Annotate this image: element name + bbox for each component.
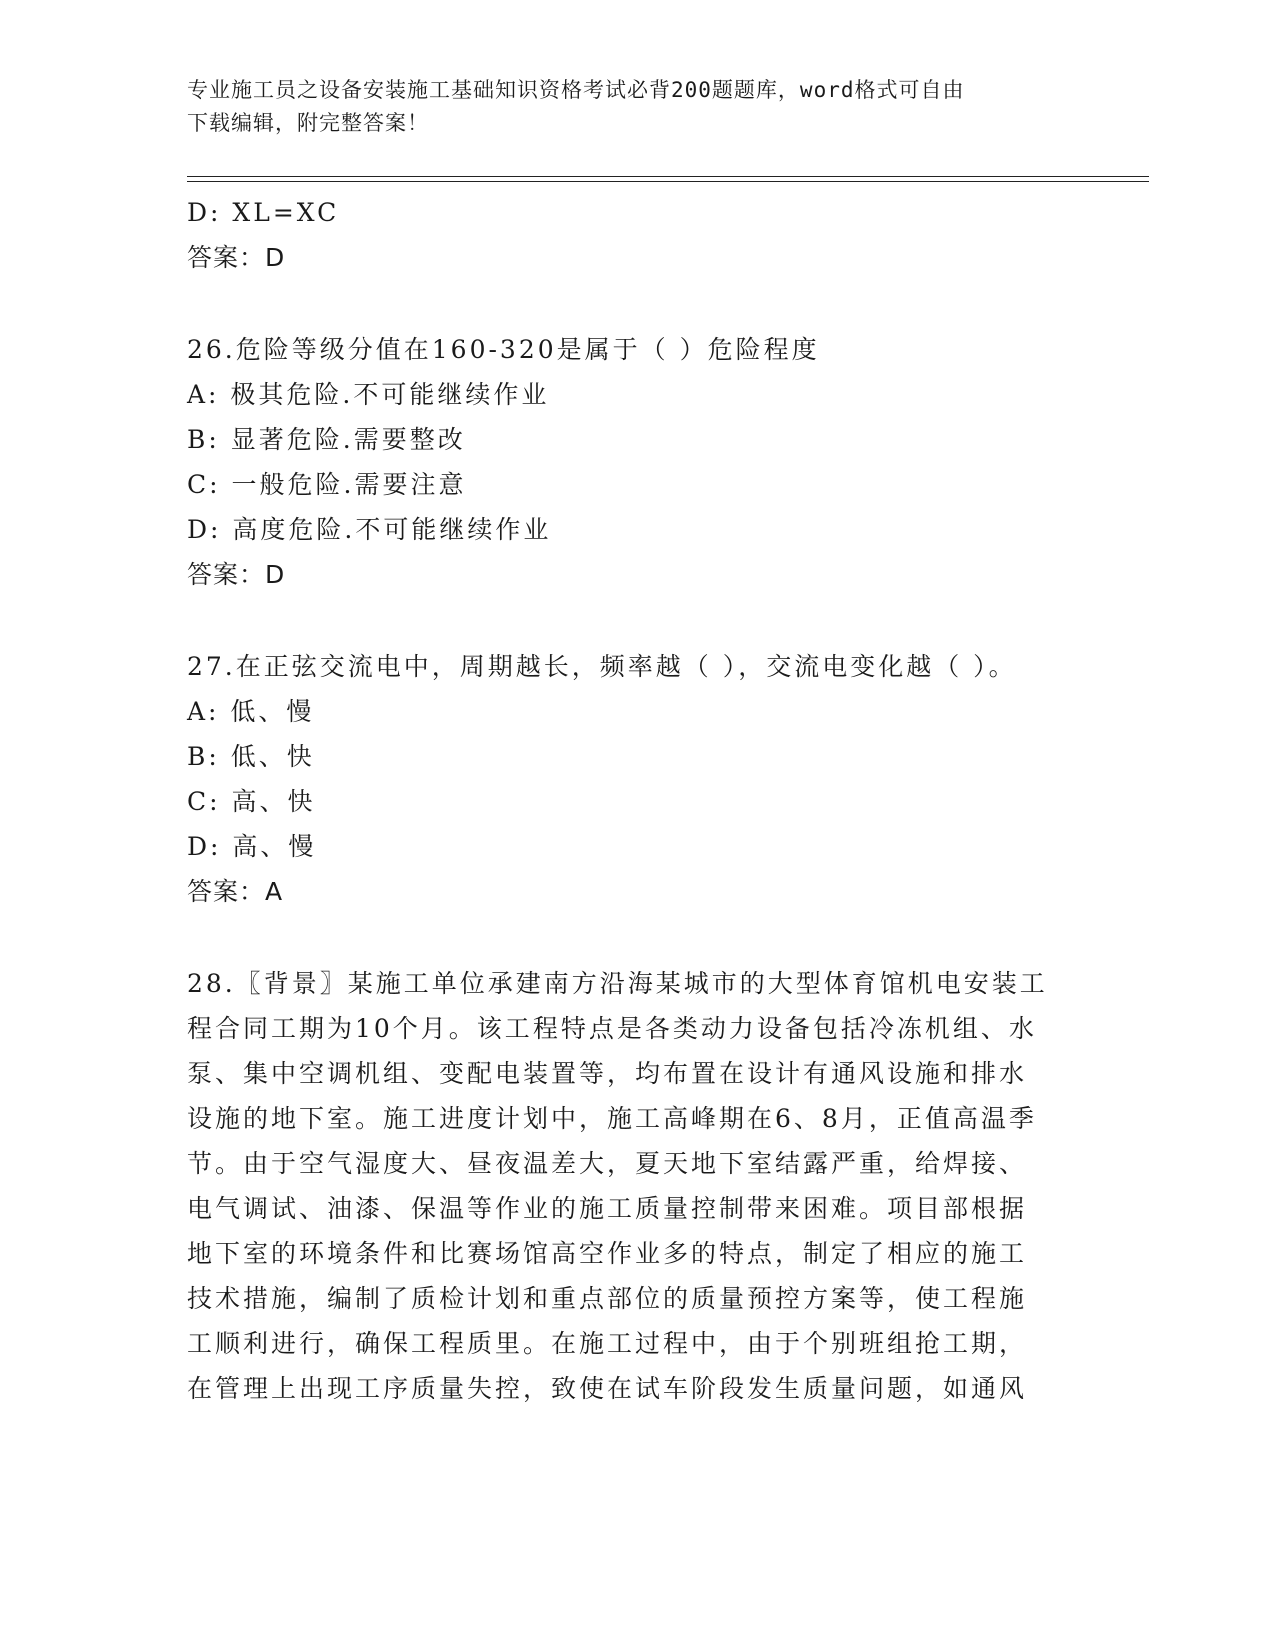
page-header [187, 74, 1067, 140]
q27-answer: 答案：A [187, 877, 284, 906]
q25-option-d: D: XL=XC [187, 198, 340, 227]
q27-option-a: A: 低、慢 [187, 697, 315, 726]
q27-option-b: B: 低、快 [187, 742, 315, 771]
question-26 [187, 327, 1087, 597]
spacer [187, 280, 1087, 327]
q26-option-d: D: 高度危险.不可能继续作业 [187, 515, 552, 544]
question-25 [187, 190, 1087, 280]
q28-line: 设施的地下室。施工进度计划中，施工高峰期在6、8月，正值高温季 [187, 1104, 1037, 1133]
q26-option-c: C: 一般危险.需要注意 [187, 470, 467, 499]
spacer [187, 597, 1087, 644]
document-body [187, 190, 1087, 1411]
q27-option-d: D: 高、慢 [187, 832, 317, 861]
q28-line: 泵、集中空调机组、变配电装置等，均布置在设计有通风设施和排水 [187, 1059, 1028, 1088]
q26-answer: 答案：D [187, 560, 286, 589]
q28-line: 电气调试、油漆、保温等作业的施工质量控制带来困难。项目部根据 [187, 1194, 1028, 1223]
q28-line: 工顺利进行，确保工程质里。在施工过程中，由于个别班组抢工期， [187, 1329, 1028, 1358]
q27-option-c: C: 高、快 [187, 787, 316, 816]
q28-line: 技术措施，编制了质检计划和重点部位的质量预控方案等，使工程施 [187, 1284, 1028, 1313]
q28-line: 28.〖背景〗某施工单位承建南方沿海某城市的大型体育馆机电安装工 [187, 969, 1048, 998]
q26-question: 26.危险等级分值在160-320是属于（ ）危险程度 [187, 335, 820, 364]
q28-line: 节。由于空气湿度大、昼夜温差大，夏天地下室结露严重，给焊接、 [187, 1149, 1028, 1178]
q28-line: 程合同工期为10个月。该工程特点是各类动力设备包括冷冻机组、水 [187, 1014, 1037, 1043]
question-27 [187, 644, 1087, 914]
header-divider-bottom [187, 181, 1149, 182]
q28-line: 地下室的环境条件和比赛场馆高空作业多的特点，制定了相应的施工 [187, 1239, 1028, 1268]
q26-option-b: B: 显著危险.需要整改 [187, 425, 466, 454]
q28-line: 在管理上出现工序质量失控，致使在试车阶段发生质量问题，如通风 [187, 1374, 1028, 1403]
header-title-line-1: 专业施工员之设备安装施工基础知识资格考试必背200题题库，word格式可自由 [187, 78, 965, 102]
q26-option-a: A: 极其危险.不可能继续作业 [187, 380, 550, 409]
header-title-line-2: 下载编辑，附完整答案！ [187, 111, 429, 135]
q27-question: 27.在正弦交流电中，周期越长，频率越（ ），交流电变化越（ ）。 [187, 652, 1017, 681]
header-divider-top [187, 176, 1149, 177]
spacer [187, 914, 1087, 961]
q25-answer: 答案：D [187, 243, 286, 272]
question-28 [187, 961, 1082, 1411]
